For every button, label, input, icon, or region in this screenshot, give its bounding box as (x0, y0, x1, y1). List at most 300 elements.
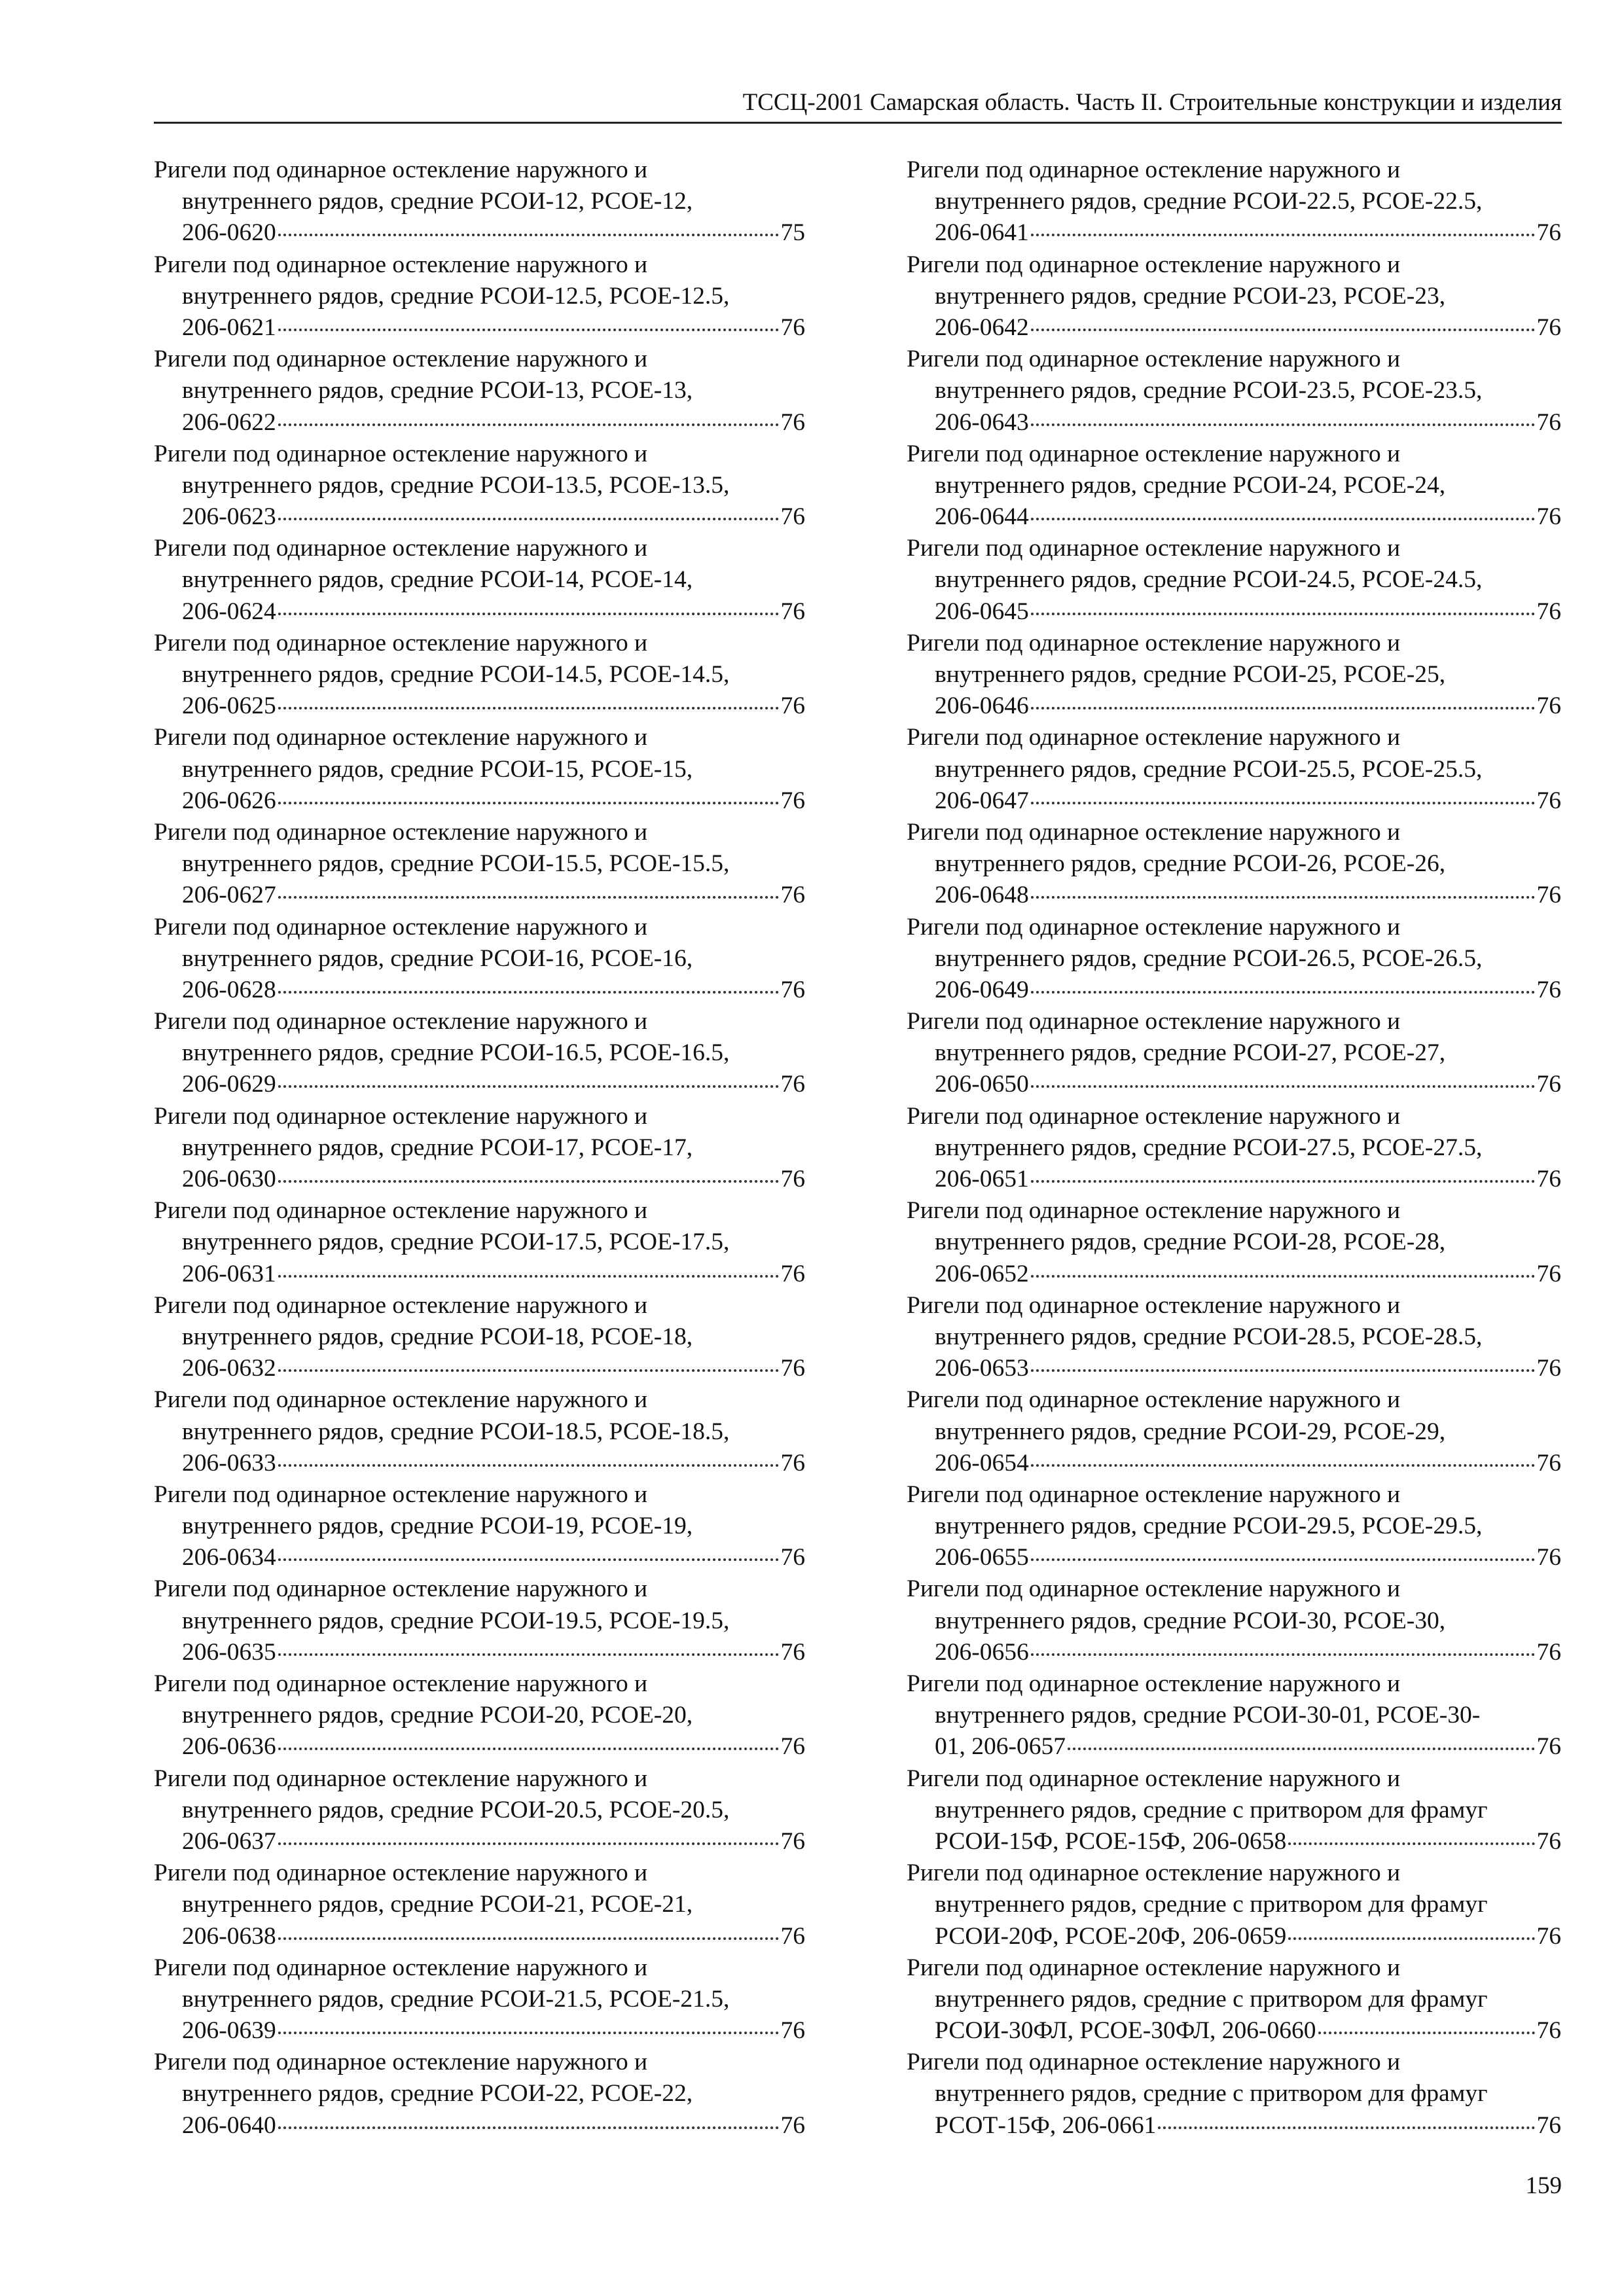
entry-text: внутреннего рядов, средние РСОИ-20, РСОЕ-20, (182, 1702, 693, 1729)
index-entry (907, 1006, 1561, 1101)
entry-text: Ригели под одинарное остекление наружного и (154, 1575, 648, 1603)
index-entry (907, 2047, 1561, 2142)
entry-last-line (154, 975, 805, 1006)
entry-page-number: 76 (780, 2017, 805, 2045)
entry-line (154, 1889, 805, 1920)
entry-page-number: 76 (780, 1733, 805, 1761)
dot-leader (278, 329, 779, 331)
entry-text: внутреннего рядов, средние РСОИ-13.5, РСОЕ-13.5, (182, 471, 730, 499)
entry-line (907, 1195, 1561, 1227)
entry-page-number: 76 (780, 1638, 805, 1666)
entry-line (907, 817, 1561, 848)
entry-text: 206-0643 (935, 408, 1029, 436)
entry-last-line (907, 407, 1561, 439)
entry-line (154, 249, 805, 281)
entry-text: внутреннего рядов, средние РСОИ-12, РСОЕ-12, (182, 188, 693, 215)
entry-text: 206-0622 (182, 408, 276, 436)
entry-text: Ригели под одинарное остекление наружного и (907, 1575, 1401, 1603)
index-column-right (907, 154, 1561, 2142)
entry-last-line (907, 691, 1561, 722)
entry-page-number: 76 (1536, 976, 1561, 1003)
entry-text: Ригели под одинарное остекление наружного и (907, 1859, 1401, 1887)
dot-leader (278, 896, 779, 899)
index-entry (154, 154, 805, 249)
entry-line (907, 1857, 1561, 1889)
entry-page-number: 76 (780, 1922, 805, 1950)
entry-text: Ригели под одинарное остекление наружного и (907, 2049, 1401, 2076)
entry-text: 206-0630 (182, 1166, 276, 1193)
entry-line (907, 1889, 1561, 1920)
entry-last-line (907, 1069, 1561, 1100)
entry-line (907, 1384, 1561, 1416)
entry-line (154, 1101, 805, 1132)
entry-text: внутреннего рядов, средние РСОИ-21, РСОЕ-21, (182, 1891, 693, 1918)
entry-text: внутреннего рядов, средние РСОИ-26.5, РСОЕ-26.5, (935, 944, 1483, 972)
entry-line (154, 1700, 805, 1731)
entry-line (907, 2078, 1561, 2109)
entry-text: РСОИ-20Ф, РСОЕ-20Ф, 206-0659 (935, 1922, 1287, 1950)
entry-line (907, 344, 1561, 375)
entry-text: 206-0649 (935, 976, 1029, 1003)
entry-line (154, 1952, 805, 1984)
entry-text: внутреннего рядов, средние РСОИ-12.5, РСОЕ-12.5, (182, 282, 730, 310)
entry-text: Ригели под одинарное остекление наружного и (154, 629, 648, 656)
entry-text: 206-0652 (935, 1260, 1029, 1287)
dot-leader (278, 1275, 779, 1278)
index-entry (154, 1763, 805, 1858)
entry-text: 206-0646 (935, 692, 1029, 720)
entry-last-line (907, 2015, 1561, 2047)
entry-last-line (907, 217, 1561, 249)
entry-text: 206-0654 (935, 1449, 1029, 1477)
entry-text: внутреннего рядов, средние РСОИ-15.5, РСОЕ-15.5, (182, 850, 730, 878)
entry-text: 206-0632 (182, 1355, 276, 1382)
entry-text: внутреннего рядов, средние РСОИ-19.5, РСОЕ-19.5, (182, 1607, 730, 1634)
entry-page-number: 76 (1536, 1922, 1561, 1950)
entry-text: Ригели под одинарное остекление наружного и (907, 1008, 1401, 1035)
entry-text: Ригели под одинарное остекление наружного и (154, 251, 648, 278)
entry-line (907, 1101, 1561, 1132)
entry-line (154, 1479, 805, 1511)
entry-text: Ригели под одинарное остекление наружного и (907, 1197, 1401, 1225)
entry-line (154, 1795, 805, 1826)
entry-page-number: 76 (1536, 219, 1561, 247)
entry-last-line (154, 596, 805, 628)
dot-leader (278, 234, 779, 236)
index-entry (907, 249, 1561, 344)
index-entry (907, 628, 1561, 723)
dot-leader (1031, 234, 1535, 236)
entry-text: 206-0644 (935, 503, 1029, 531)
entry-text: 206-0635 (182, 1638, 276, 1666)
dot-leader (1031, 1558, 1535, 1561)
entry-line (154, 1227, 805, 1258)
entry-page-number: 76 (780, 503, 805, 531)
entry-text: внутреннего рядов, средние РСОИ-19, РСОЕ-19, (182, 1513, 693, 1540)
dot-leader (1031, 518, 1535, 520)
entry-text: 206-0624 (182, 598, 276, 625)
entry-line (154, 1668, 805, 1700)
entry-text: Ригели под одинарное остекление наружного и (154, 1291, 648, 1319)
entry-text: внутреннего рядов, средние РСОИ-30-01, РСОЕ-30- (935, 1702, 1481, 1729)
entry-text: Ригели под одинарное остекление наружного и (907, 1386, 1401, 1414)
entry-line (154, 1763, 805, 1795)
entry-last-line (154, 1637, 805, 1668)
dot-leader (278, 1748, 779, 1750)
dot-leader (1031, 1085, 1535, 1088)
entry-page-number: 76 (780, 787, 805, 814)
dot-leader (1031, 802, 1535, 804)
entry-page-number: 76 (1536, 1733, 1561, 1761)
entry-text: 206-0628 (182, 976, 276, 1003)
entry-text: 206-0633 (182, 1449, 276, 1477)
entry-page-number: 76 (1536, 1071, 1561, 1098)
entry-line (907, 154, 1561, 186)
dot-leader (278, 518, 779, 520)
entry-line (907, 564, 1561, 596)
index-entry (907, 344, 1561, 439)
entry-text: внутреннего рядов, средние РСОИ-21.5, РСОЕ-21.5, (182, 1985, 730, 2013)
entry-last-line (154, 2015, 805, 2047)
entry-last-line (907, 1826, 1561, 1857)
index-entry (907, 1763, 1561, 1858)
entry-page-number: 76 (780, 408, 805, 436)
entry-text: 206-0636 (182, 1733, 276, 1761)
entry-line (907, 848, 1561, 880)
dot-leader (278, 613, 779, 615)
dot-leader (1288, 1937, 1534, 1940)
entry-text: Ригели под одинарное остекление наружного и (907, 818, 1401, 846)
entry-line (907, 722, 1561, 753)
index-entry (154, 1006, 805, 1101)
entry-line (907, 1763, 1561, 1795)
entry-last-line (907, 1353, 1561, 1384)
entry-line (154, 1195, 805, 1227)
entry-line (154, 439, 805, 470)
entry-text: Ригели под одинарное остекление наружного и (154, 346, 648, 373)
entry-last-line (907, 1259, 1561, 1290)
entry-text: внутреннего рядов, средние РСОИ-23.5, РСОЕ-23.5, (935, 377, 1483, 404)
entry-page-number: 76 (780, 882, 805, 909)
entry-text: Ригели под одинарное остекление наружного и (154, 724, 648, 751)
entry-line (154, 186, 805, 217)
entry-text: 206-0623 (182, 503, 276, 531)
entry-text: внутреннего рядов, средние РСОИ-17, РСОЕ-17, (182, 1134, 693, 1161)
entry-page-number: 76 (780, 1260, 805, 1287)
index-entry (154, 1290, 805, 1385)
entry-text: внутреннего рядов, средние РСОИ-28, РСОЕ-28, (935, 1229, 1446, 1256)
entry-text: внутреннего рядов, средние РСОИ-18.5, РСОЕ-18.5, (182, 1418, 730, 1445)
entry-text: Ригели под одинарное остекление наружного и (154, 440, 648, 467)
entry-text: 206-0645 (935, 598, 1029, 625)
entry-text: 206-0655 (935, 1544, 1029, 1571)
index-entry (907, 533, 1561, 628)
entry-last-line (154, 1542, 805, 1573)
entry-page-number: 76 (1536, 1355, 1561, 1382)
entry-line (154, 2078, 805, 2109)
entry-line (907, 1700, 1561, 1731)
entry-text: внутреннего рядов, средние с притвором для фрамуг (935, 1985, 1488, 2013)
entry-line (907, 1605, 1561, 1637)
entry-line (154, 1321, 805, 1353)
entry-text: Ригели под одинарное остекление наружного и (154, 2049, 648, 2076)
entry-text: Ригели под одинарное остекление наружного и (154, 1859, 648, 1887)
entry-text: Ригели под одинарное остекление наружного и (154, 1954, 648, 1981)
entry-text: Ригели под одинарное остекление наружного и (907, 156, 1401, 183)
entry-last-line (907, 501, 1561, 533)
entry-line (907, 470, 1561, 501)
entry-text: Ригели под одинарное остекление наружного и (907, 1954, 1401, 1981)
dot-leader (278, 991, 779, 994)
entry-text: внутреннего рядов, средние РСОИ-22.5, РСОЕ-22.5, (935, 188, 1483, 215)
dot-leader (1031, 1180, 1535, 1183)
dot-leader (278, 423, 779, 426)
entry-line (154, 1511, 805, 1542)
entry-line (154, 1290, 805, 1321)
entry-text: внутреннего рядов, средние РСОИ-22, РСОЕ-22, (182, 2080, 693, 2108)
entry-text: Ригели под одинарное остекление наружного и (154, 1197, 648, 1225)
header-title: ТССЦ-2001 Самарская область. Часть II. Строительные конструкции и изделия (742, 89, 1562, 116)
entry-page-number: 76 (1536, 1260, 1561, 1287)
entry-text: внутреннего рядов, средние РСОИ-29, РСОЕ-29, (935, 1418, 1446, 1445)
entry-page-number: 76 (1536, 598, 1561, 625)
entry-line (907, 533, 1561, 564)
entry-line (907, 912, 1561, 943)
entry-last-line (907, 1448, 1561, 1479)
index-entry (154, 1857, 805, 1952)
dot-leader (278, 1180, 779, 1183)
entry-text: внутреннего рядов, средние с притвором для фрамуг (935, 2080, 1488, 2108)
entry-page-number: 76 (780, 314, 805, 341)
index-entry (907, 439, 1561, 533)
entry-line (907, 628, 1561, 659)
dot-leader (278, 1842, 779, 1845)
dot-leader (1318, 2032, 1535, 2034)
index-entry (907, 1952, 1561, 2047)
index-entry (907, 1384, 1561, 1479)
entry-page-number: 76 (780, 1544, 805, 1571)
entry-text: внутреннего рядов, средние РСОИ-25, РСОЕ-25, (935, 661, 1446, 688)
dot-leader (1031, 707, 1535, 709)
index-entry (907, 1668, 1561, 1763)
index-entry (907, 1195, 1561, 1290)
entry-text: 206-0629 (182, 1071, 276, 1098)
entry-line (907, 754, 1561, 785)
entry-line (907, 2047, 1561, 2078)
entry-text: 01, 206-0657 (935, 1733, 1066, 1761)
entry-text: Ригели под одинарное остекление наружного и (907, 1102, 1401, 1130)
entry-text: внутреннего рядов, средние РСОИ-16, РСОЕ-16, (182, 944, 693, 972)
entry-text: внутреннего рядов, средние РСОИ-30, РСОЕ-30, (935, 1607, 1446, 1634)
entry-text: 206-0656 (935, 1638, 1029, 1666)
dot-leader (1031, 613, 1535, 615)
entry-line (907, 1479, 1561, 1511)
entry-line (907, 659, 1561, 691)
entry-line (907, 186, 1561, 217)
entry-text: 206-0640 (182, 2111, 276, 2139)
entry-text: 206-0625 (182, 692, 276, 720)
index-entry (154, 817, 805, 912)
entry-text: 206-0639 (182, 2017, 276, 2045)
dot-leader (1031, 1464, 1535, 1467)
index-entry (154, 344, 805, 439)
entry-last-line (154, 1069, 805, 1100)
entry-line (154, 1416, 805, 1448)
index-entry (154, 1952, 805, 2047)
entry-text: внутреннего рядов, средние РСОИ-13, РСОЕ-13, (182, 377, 693, 404)
entry-page-number: 76 (1536, 2111, 1561, 2139)
entry-line (154, 1132, 805, 1164)
dot-leader (278, 2032, 779, 2034)
entry-text: Ригели под одинарное остекление наружного и (154, 1670, 648, 1697)
index-entry (907, 1857, 1561, 1952)
entry-line (154, 754, 805, 785)
entry-line (154, 848, 805, 880)
index-entry (907, 1101, 1561, 1196)
entry-text: Ригели под одинарное остекление наружного и (154, 156, 648, 183)
index-entry (154, 1195, 805, 1290)
entry-page-number: 76 (1536, 408, 1561, 436)
entry-page-number: 76 (1536, 882, 1561, 909)
entry-line (907, 1321, 1561, 1353)
entry-last-line (907, 1637, 1561, 1668)
entry-page-number: 76 (780, 1166, 805, 1193)
entry-line (907, 249, 1561, 281)
entry-text: внутреннего рядов, средние РСОИ-16.5, РСОЕ-16.5, (182, 1039, 730, 1067)
dot-leader (1031, 423, 1535, 426)
entry-last-line (907, 1542, 1561, 1573)
entry-text: внутреннего рядов, средние РСОИ-26, РСОЕ-26, (935, 850, 1446, 878)
entry-text: 206-0648 (935, 882, 1029, 909)
index-entry (154, 439, 805, 533)
running-header (154, 89, 1562, 124)
entry-text: 206-0653 (935, 1355, 1029, 1382)
dot-leader (278, 1558, 779, 1561)
entry-text: внутреннего рядов, средние РСОИ-27.5, РСОЕ-27.5, (935, 1134, 1483, 1161)
entry-line (154, 1605, 805, 1637)
entry-line (907, 1795, 1561, 1826)
dot-leader (278, 707, 779, 709)
entry-line (154, 375, 805, 406)
index-entry (154, 912, 805, 1007)
entry-page-number: 76 (780, 692, 805, 720)
entry-last-line (154, 1259, 805, 1290)
entry-page-number: 76 (1536, 1638, 1561, 1666)
index-entry (154, 722, 805, 817)
entry-text: Ригели под одинарное остекление наружного и (154, 1102, 648, 1130)
index-entry (907, 1479, 1561, 1574)
dot-leader (278, 2126, 779, 2129)
entry-last-line (154, 691, 805, 722)
entry-text: Ригели под одинарное остекление наружного и (154, 913, 648, 941)
index-entry (907, 1290, 1561, 1385)
entry-last-line (154, 1826, 805, 1857)
entry-line (154, 722, 805, 753)
entry-text: внутреннего рядов, средние РСОИ-14.5, РСОЕ-14.5, (182, 661, 730, 688)
entry-text: внутреннего рядов, средние с притвором для фрамуг (935, 1891, 1488, 1918)
entry-text: Ригели под одинарное остекление наружного и (907, 1480, 1401, 1508)
entry-text: внутреннего рядов, средние РСОИ-24, РСОЕ-24, (935, 471, 1446, 499)
entry-text: Ригели под одинарное остекление наружного и (907, 1291, 1401, 1319)
entry-last-line (154, 785, 805, 817)
index-entry (154, 1101, 805, 1196)
entry-page-number: 76 (780, 1827, 805, 1855)
entry-line (154, 1984, 805, 2015)
dot-leader (278, 802, 779, 804)
entry-line (907, 1006, 1561, 1037)
entry-page-number: 76 (1536, 1827, 1561, 1855)
entry-line (907, 943, 1561, 975)
entry-text: 206-0641 (935, 219, 1029, 247)
entry-text: внутреннего рядов, средние с притвором для фрамуг (935, 1796, 1488, 1823)
entry-text: Ригели под одинарное остекление наружного и (154, 1386, 648, 1414)
entry-line (154, 659, 805, 691)
entry-text: 206-0650 (935, 1071, 1029, 1098)
dot-leader (1031, 1653, 1535, 1656)
entry-last-line (154, 407, 805, 439)
entry-text: Ригели под одинарное остекление наружного и (907, 440, 1401, 467)
entry-line (907, 1132, 1561, 1164)
entry-text: Ригели под одинарное остекление наружного и (154, 1765, 648, 1792)
dot-leader (1031, 896, 1535, 899)
entry-last-line (907, 880, 1561, 911)
entry-page-number: 76 (1536, 314, 1561, 341)
dot-leader (278, 1085, 779, 1088)
dot-leader (278, 1369, 779, 1372)
entry-text: внутреннего рядов, средние РСОИ-27, РСОЕ-27, (935, 1039, 1446, 1067)
entry-page-number: 76 (780, 2111, 805, 2139)
entry-line (154, 817, 805, 848)
entry-page-number: 76 (1536, 1449, 1561, 1477)
entry-text: внутреннего рядов, средние РСОИ-20.5, РСОЕ-20.5, (182, 1796, 730, 1823)
entry-last-line (907, 1731, 1561, 1763)
index-entry (154, 533, 805, 628)
index-entry (154, 1668, 805, 1763)
entry-page-number: 76 (780, 976, 805, 1003)
entry-text: внутреннего рядов, средние РСОИ-15, РСОЕ-15, (182, 755, 693, 783)
entry-page-number: 76 (1536, 1166, 1561, 1193)
entry-line (907, 1037, 1561, 1069)
entry-last-line (154, 501, 805, 533)
dot-leader (1288, 1842, 1534, 1845)
entry-text: Ригели под одинарное остекление наружного и (907, 629, 1401, 656)
entry-text: РСОИ-30ФЛ, РСОЕ-30ФЛ, 206-0660 (935, 2017, 1316, 2045)
entry-line (907, 1227, 1561, 1258)
entry-last-line (907, 2110, 1561, 2142)
entry-last-line (154, 1353, 805, 1384)
entry-page-number: 75 (780, 219, 805, 247)
entry-text: внутреннего рядов, средние РСОИ-25.5, РСОЕ-25.5, (935, 755, 1483, 783)
entry-text: 206-0621 (182, 314, 276, 341)
index-column-left (154, 154, 805, 2142)
entry-text: Ригели под одинарное остекление наружного и (907, 913, 1401, 941)
entry-line (154, 344, 805, 375)
index-entry (907, 912, 1561, 1007)
entry-line (154, 1037, 805, 1069)
entry-text: Ригели под одинарное остекление наружного и (154, 1008, 648, 1035)
entry-text: Ригели под одинарное остекление наружного и (154, 1480, 648, 1508)
dot-leader (1031, 329, 1535, 331)
entry-line (154, 1857, 805, 1889)
entry-line (907, 1511, 1561, 1542)
entry-text: 206-0647 (935, 787, 1029, 814)
index-entry (154, 1479, 805, 1574)
entry-line (907, 1952, 1561, 1984)
entry-line (154, 1573, 805, 1605)
index-entry (907, 154, 1561, 249)
entry-text: Ригели под одинарное остекление наружного и (907, 1765, 1401, 1792)
entry-page-number: 76 (1536, 692, 1561, 720)
